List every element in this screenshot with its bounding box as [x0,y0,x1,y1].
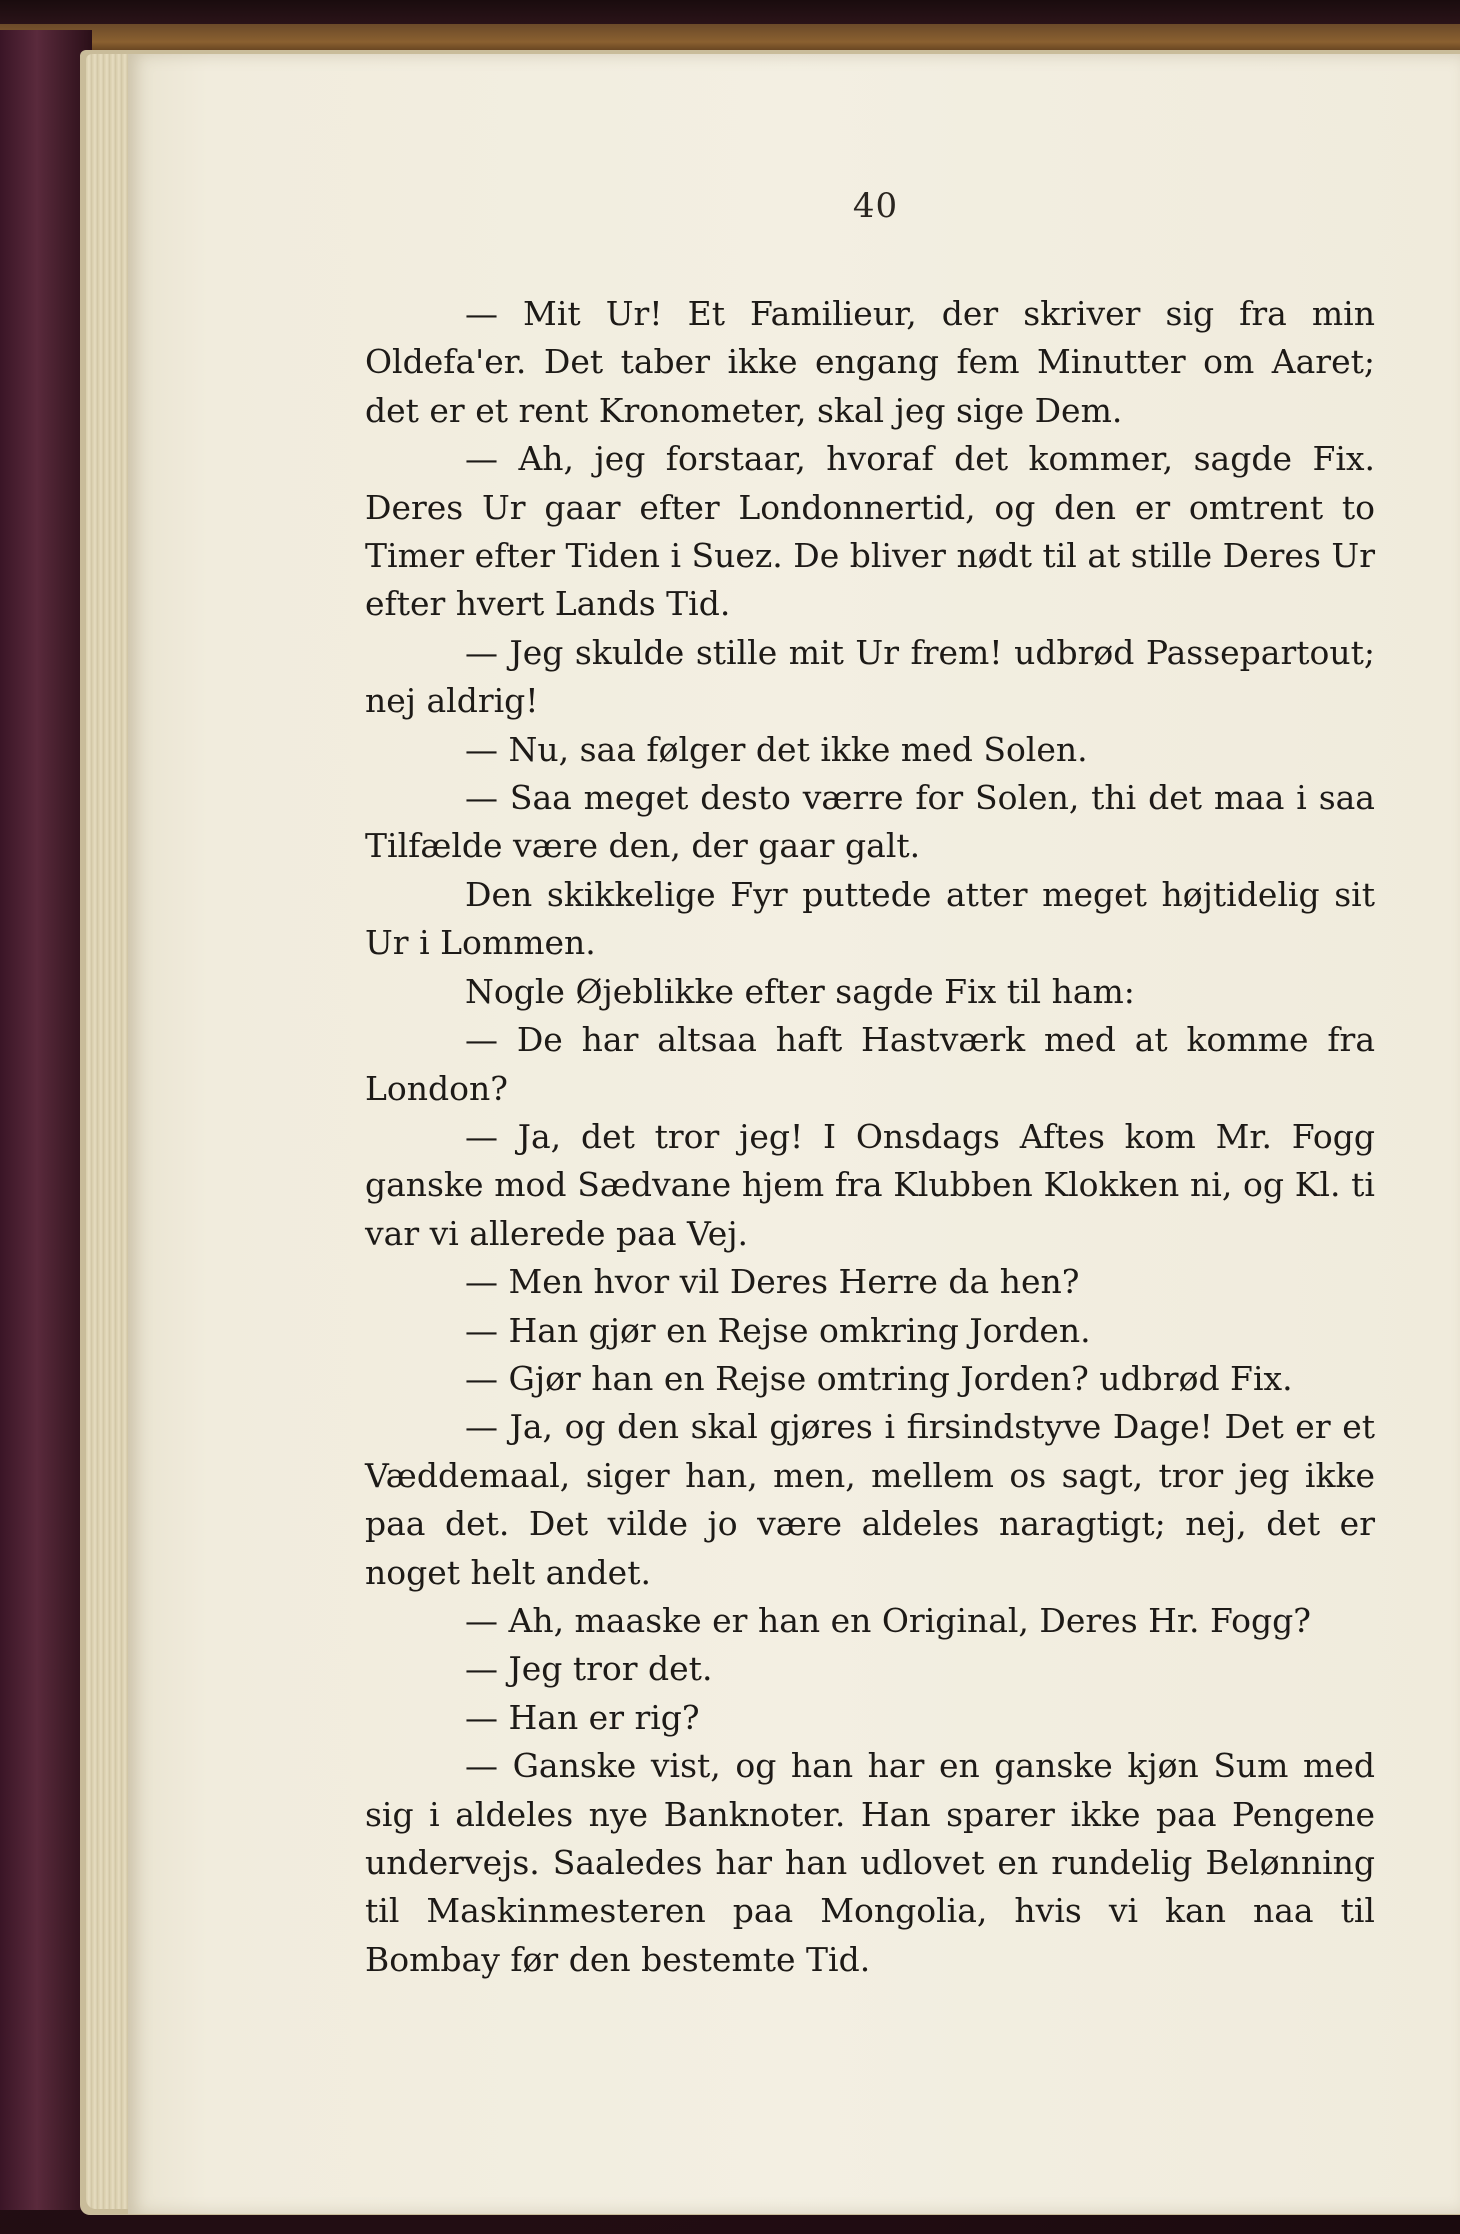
paragraph: — Saa meget desto værre for Solen, thi det maa i saa Tilfælde være den, der gaar galt. [365,778,1375,866]
paragraph: — De har altsaa haft Hastværk med at komme fra London? [365,1020,1375,1108]
page-number: 40 [852,186,899,226]
paragraph: — Nu, saa følger det ikke med Solen. [465,729,1088,769]
paragraph: — Ganske vist, og han har en ganske kjøn Sum med sig i aldeles nye Banknoter. Han sparer ikke paa Pengene undervejs. Saaledes har han udlovet en rundelig Belønning til Maskinmesteren paa Mongolia, hvis vi kan naa til Bombay før den bestemte Tid. [365,1746,1375,1979]
page-stack-edge [86,54,130,2209]
paragraph: — Ja, og den skal gjøres i firsindstyve Dage! Det er et Væddemaal, siger han, men, mellem os sagt, tror jeg ikke paa det. Det vilde jo være aldeles naragtigt; nej, det er noget helt andet. [365,1407,1375,1592]
paragraph: — Jeg tror det. [465,1649,713,1689]
paragraph: — Ah, jeg forstaar, hvoraf det kommer, sagde Fix. Deres Ur gaar efter Londonnertid, og den er omtrent to Timer efter Tiden i Suez. De bliver nødt til at stille Deres Ur efter hvert Lands Tid. [365,439,1375,624]
cover-left-edge [0,30,92,2210]
paragraph: — Men hvor vil Deres Herre da hen? [465,1262,1080,1302]
paragraph: Den skikkelige Fyr puttede atter meget højtidelig sit Ur i Lommen. [365,874,1375,963]
paragraph: — Jeg skulde stille mit Ur frem! udbrød Passepartout; nej aldrig! [365,632,1375,721]
paragraph: — Han gjør en Rejse omkring Jorden. [465,1310,1091,1350]
paragraph: — Ja, det tror jeg! I Onsdags Aftes kom Mr. Fogg ganske mod Sædvane hjem fra Klubben Klokken ni, og Kl. ti var vi allerede paa Vej. [365,1116,1375,1253]
paragraph: Nogle Øjeblikke efter sagde Fix til ham: [465,971,1135,1011]
paragraph: — Gjør han en Rejse omtring Jorden? udbrød Fix. [465,1358,1293,1398]
page-text [365,290,1375,1984]
paragraph: — Ah, maaske er han en Original, Deres Hr. Fogg? [465,1600,1311,1640]
paragraph: — Mit Ur! Et Familieur, der skriver sig fra min Oldefa'er. Det taber ikke engang fem Minutter om Aaret; det er et rent Kronometer, skal jeg sige Dem. [365,294,1375,430]
paragraph: — Han er rig? [465,1697,700,1737]
